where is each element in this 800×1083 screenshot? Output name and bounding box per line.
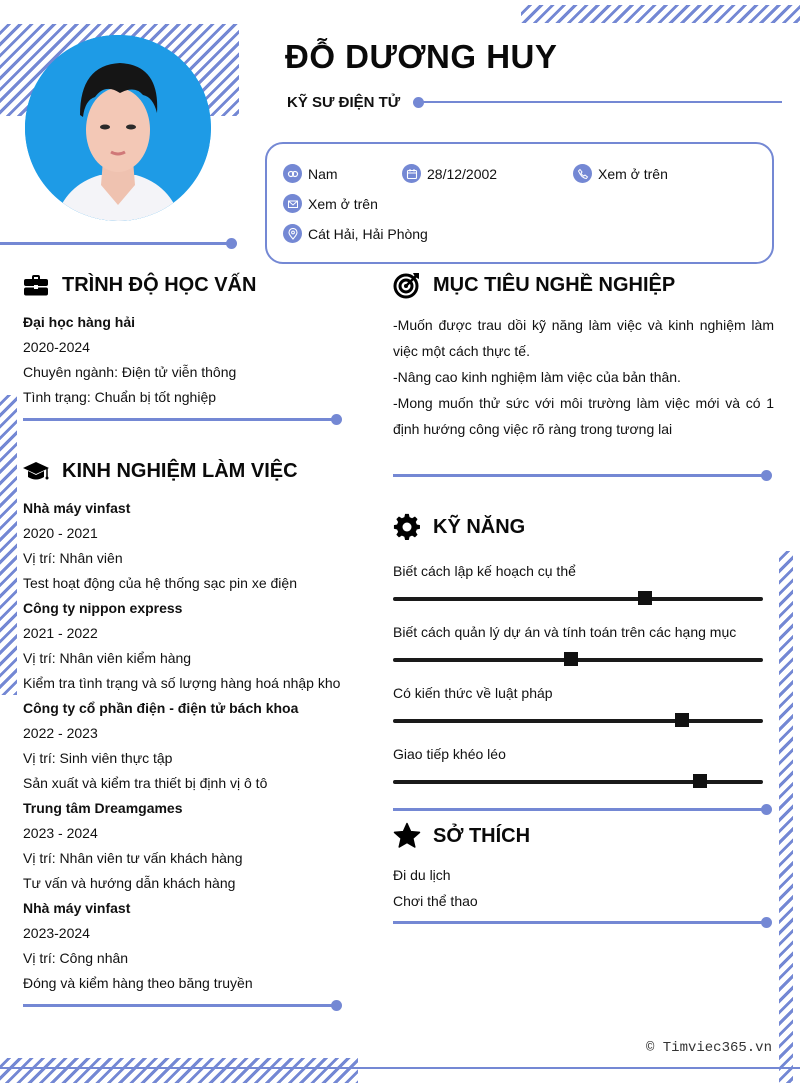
skill-label: Có kiến thức về luật pháp	[393, 685, 553, 701]
location-icon	[283, 224, 302, 243]
decor-stripes-right	[779, 551, 793, 1083]
education-details	[23, 310, 236, 410]
job-company: Trung tâm Dreamgames	[23, 800, 183, 816]
phone-info	[573, 164, 668, 183]
divider-dot	[761, 804, 772, 815]
job-position: Vị trí: Nhân viên kiểm hàng	[23, 650, 192, 666]
photo-divider	[0, 242, 232, 245]
skill-label: Giao tiếp khéo léo	[393, 746, 506, 762]
address-info	[283, 224, 428, 243]
job-period: 2023 - 2024	[23, 825, 98, 841]
hobby-item: Chơi thể thao	[393, 893, 478, 909]
gender-info	[283, 164, 338, 183]
skill-level-thumb	[564, 652, 578, 666]
experience-divider	[23, 1004, 337, 1007]
job-title-divider	[418, 101, 782, 103]
job-description: Kiểm tra tình trạng và số lượng hàng hoá nhập kho	[23, 675, 341, 691]
profile-photo	[25, 35, 211, 221]
job-period: 2020 - 2021	[23, 525, 98, 541]
job-title: KỸ SƯ ĐIỆN TỬ	[287, 94, 401, 111]
job-description: Test hoạt động của hệ thống sạc pin xe điện	[23, 575, 297, 591]
hobbies-title: SỞ THÍCH	[433, 824, 531, 847]
person-photo-icon	[25, 35, 211, 221]
skill-level-thumb	[693, 774, 707, 788]
job-description: Đóng và kiểm hàng theo băng truyền	[23, 975, 253, 991]
target-icon	[393, 271, 421, 299]
job-position: Vị trí: Nhân viên	[23, 550, 123, 566]
phone-value: Xem ở trên	[598, 165, 668, 182]
hobby-item: Đi du lịch	[393, 867, 451, 883]
candidate-name: ĐỖ DƯƠNG HUY	[285, 38, 558, 75]
objective-paragraph: -Mong muốn thử sức với môi trường làm việc mới và có 1 định hướng công việc rõ ràng trong tương lai	[393, 395, 774, 437]
skill-item	[393, 561, 763, 601]
objective-paragraph: -Nâng cao kinh nghiệm làm việc của bản thân.	[393, 369, 681, 385]
skills-divider	[393, 808, 767, 811]
email-icon	[283, 194, 302, 213]
skill-item	[393, 622, 763, 662]
job-company: Công ty nippon express	[23, 600, 183, 616]
job-period: 2023-2024	[23, 925, 90, 941]
experience-title: KINH NGHIỆM LÀM VIỆC	[62, 459, 298, 482]
job-company: Công ty cổ phần điện - điện tử bách khoa	[23, 700, 299, 716]
divider-dot	[761, 917, 772, 928]
skill-level-slider	[393, 597, 763, 601]
experience-list	[23, 496, 340, 996]
gear-icon	[393, 513, 421, 541]
skill-level-slider	[393, 719, 763, 723]
email-value: Xem ở trên	[308, 195, 378, 212]
skill-level-thumb	[675, 713, 689, 727]
job-company: Nhà máy vinfast	[23, 900, 131, 916]
divider-dot	[413, 97, 424, 108]
objective-paragraph: -Muốn được trau dồi kỹ năng làm việc và kinh nghiệm làm việc một cách thực tế.	[393, 317, 774, 359]
divider-dot	[331, 1000, 342, 1011]
birthday-value: 28/12/2002	[427, 165, 498, 182]
birthday-info	[402, 164, 497, 183]
graduation-cap-icon	[22, 457, 50, 485]
objective-text	[393, 312, 774, 442]
bottom-border-line	[0, 1067, 800, 1069]
divider-dot	[761, 470, 772, 481]
education-period: 2020-2024	[23, 339, 90, 355]
objective-title: MỤC TIÊU NGHỀ NGHIỆP	[433, 273, 676, 296]
hobbies-divider	[393, 921, 767, 924]
experience-heading	[22, 457, 298, 485]
hobbies-heading	[393, 822, 530, 850]
divider-dot	[226, 238, 237, 249]
objective-divider	[393, 474, 767, 477]
job-position: Vị trí: Sinh viên thực tập	[23, 750, 173, 766]
star-icon	[393, 822, 421, 850]
copyright-text: © Timviec365.vn	[645, 1040, 772, 1056]
hobbies-list	[393, 862, 478, 914]
decor-stripes-bottom	[0, 1058, 358, 1083]
phone-icon	[573, 164, 592, 183]
education-divider	[23, 418, 337, 421]
decor-stripes-left	[0, 395, 17, 695]
gender-value: Nam	[308, 165, 338, 182]
job-position: Vị trí: Công nhân	[23, 950, 129, 966]
education-status: Tình trạng: Chuẩn bị tốt nghiệp	[23, 389, 217, 405]
skill-item	[393, 683, 763, 723]
job-description: Tư vấn và hướng dẫn khách hàng	[23, 875, 236, 891]
briefcase-icon	[22, 271, 50, 299]
decor-stripes-top-right	[521, 5, 800, 23]
email-info	[283, 194, 378, 213]
skill-item	[393, 744, 763, 784]
job-company: Nhà máy vinfast	[23, 500, 131, 516]
education-major: Chuyên ngành: Điện tử viễn thông	[23, 364, 237, 380]
calendar-icon	[402, 164, 421, 183]
skill-level-thumb	[638, 591, 652, 605]
gender-icon	[283, 164, 302, 183]
job-period: 2022 - 2023	[23, 725, 98, 741]
skill-level-slider	[393, 780, 763, 784]
address-value: Cát Hải, Hải Phòng	[308, 225, 428, 242]
skill-label: Biết cách quản lý dự án và tính toán trên các hạng mục	[393, 624, 737, 640]
education-title: TRÌNH ĐỘ HỌC VẤN	[62, 273, 257, 296]
job-period: 2021 - 2022	[23, 625, 98, 641]
school-name: Đại học hàng hải	[23, 314, 136, 330]
job-position: Vị trí: Nhân viên tư vấn khách hàng	[23, 850, 243, 866]
job-description: Sản xuất và kiểm tra thiết bị định vị ô tô	[23, 775, 268, 791]
skills-title: KỸ NĂNG	[433, 515, 526, 538]
education-heading	[22, 271, 256, 299]
divider-dot	[331, 414, 342, 425]
contact-info-box	[265, 142, 774, 264]
skills-heading	[393, 513, 525, 541]
objective-heading	[393, 271, 675, 299]
skill-level-slider	[393, 658, 763, 662]
skill-label: Biết cách lập kế hoạch cụ thể	[393, 563, 576, 579]
